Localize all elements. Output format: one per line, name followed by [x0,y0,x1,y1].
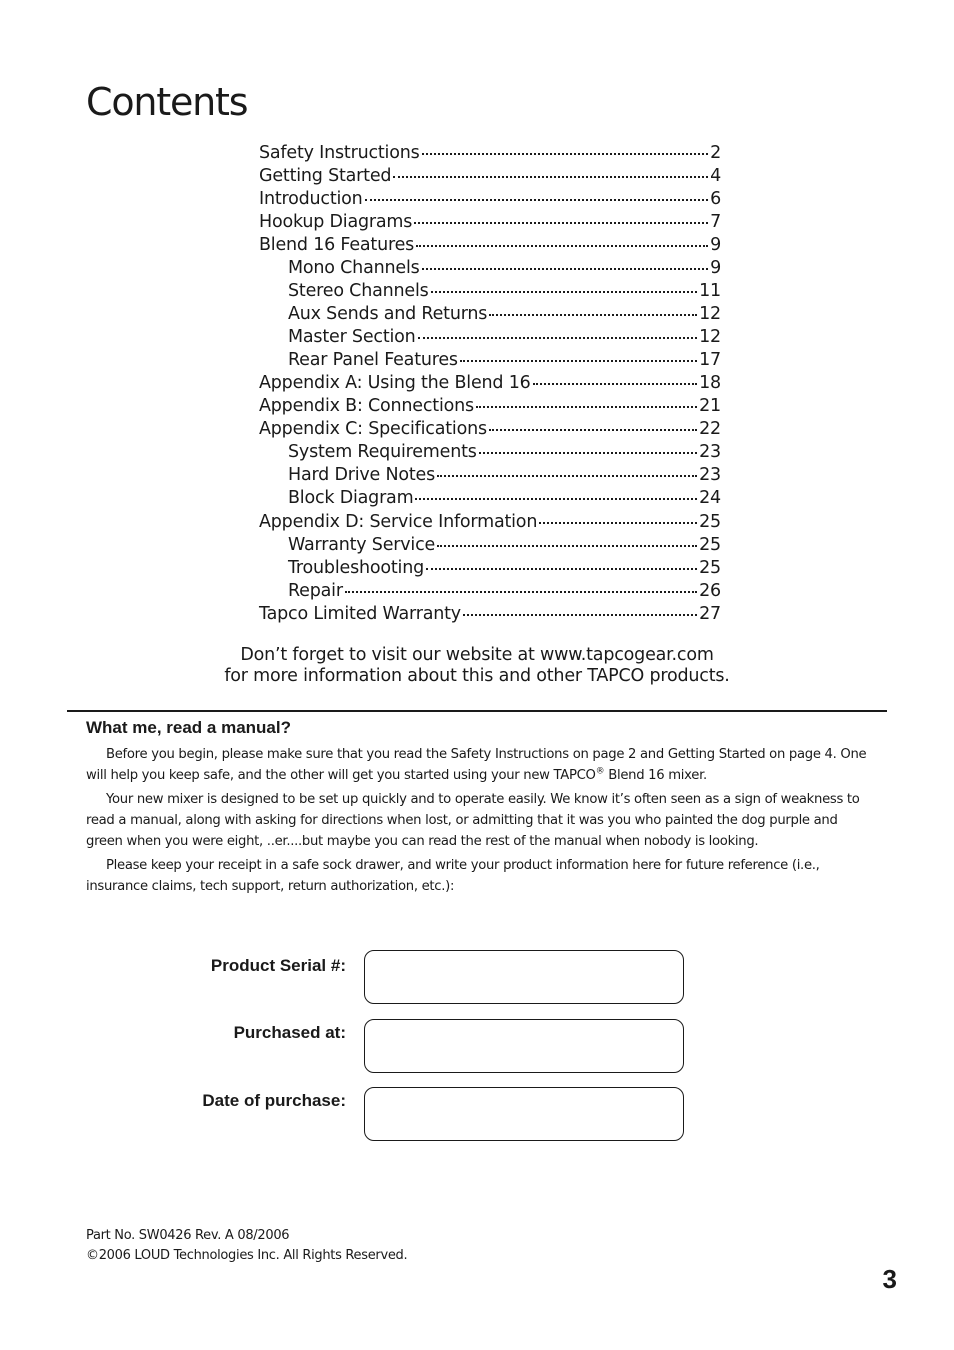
toc-entry-label: Rear Panel Features [288,350,458,371]
toc-entry-label: Block Diagram [288,488,414,509]
toc-entry-label: Blend 16 Features [259,234,415,255]
toc-entry-page: 17 [699,350,721,371]
toc-leader-dots [422,137,709,155]
toc-entry-label: Appendix D: Service Information [259,511,538,532]
toc-leader-dots [437,529,697,547]
intro-paragraph-1-tail: Blend 16 mixer. [604,768,707,783]
toc-leader-dots [463,598,697,616]
toc-entry-page: 25 [699,534,721,555]
toc-entry-label: System Requirements [288,442,477,463]
serial-label: Product Serial #: [210,956,346,975]
toc-entry-page: 24 [699,488,721,509]
toc-entry-label: Appendix B: Connections [259,396,474,417]
toc-entry[interactable] [259,601,721,624]
toc-leader-dots [437,460,697,478]
toc-entry-page: 25 [699,557,721,578]
toc-entry-page: 22 [699,419,721,440]
toc-leader-dots [476,391,697,409]
copyright: ©2006 LOUD Technologies Inc. All Rights Reserved. [86,1248,408,1263]
table-of-contents [259,140,721,624]
toc-entry-label: Repair [288,580,343,601]
toc-entry-page: 23 [699,442,721,463]
purchased-at-label: Purchased at: [233,1023,346,1042]
toc-entry-page: 4 [710,165,721,186]
date-of-purchase-label: Date of purchase: [202,1091,346,1110]
toc-leader-dots [415,483,697,501]
toc-leader-dots [365,183,708,201]
toc-leader-dots [533,367,698,385]
toc-leader-dots [489,414,697,432]
toc-leader-dots [422,252,709,270]
section-divider [67,710,887,712]
toc-leader-dots [416,229,708,247]
toc-leader-dots [489,298,697,316]
toc-entry-page: 23 [699,465,721,486]
page-title: Contents [86,80,248,124]
purchased-at-field[interactable] [364,1019,684,1073]
part-number: Part No. SW0426 Rev. A 08/2006 [86,1228,290,1243]
toc-entry-page: 7 [710,211,721,232]
toc-entry-label: Hard Drive Notes [288,465,436,486]
page-number: 3 [882,1264,897,1294]
toc-entry-label: Warranty Service [288,534,436,555]
toc-entry-page: 12 [699,327,721,348]
toc-leader-dots [431,275,698,293]
toc-leader-dots [393,160,708,178]
footer [86,1226,407,1266]
toc-entry-page: 9 [710,234,721,255]
section-heading: What me, read a manual? [86,718,291,737]
toc-leader-dots [479,437,697,455]
toc-entry-label: Appendix A: Using the Blend 16 [259,373,531,394]
toc-leader-dots [460,344,697,362]
toc-entry-page: 26 [699,580,721,601]
toc-entry-page: 21 [699,396,721,417]
toc-leader-dots [426,552,697,570]
date-of-purchase-field[interactable] [364,1087,684,1141]
toc-entry-page: 12 [699,304,721,325]
toc-leader-dots [345,575,697,593]
toc-entry-page: 25 [699,511,721,532]
toc-entry-label: Master Section [288,327,416,348]
intro-paragraph-1 [86,744,868,786]
toc-entry-page: 11 [699,281,721,302]
toc-entry-page: 18 [699,373,721,394]
toc-entry-label: Introduction [259,188,363,209]
registered-mark: ® [595,766,605,777]
toc-entry-label: Hookup Diagrams [259,211,413,232]
intro-paragraph-1-text: Before you begin, please make sure that you read the Safety Instructions on page 2 and Getting Started on page 4. One will help you keep safe, and the other will get you started using your new TAPCO [86,747,867,783]
toc-entry-label: Getting Started [259,165,392,186]
toc-entry-label: Appendix C: Specifications [259,419,487,440]
toc-entry-page: 9 [710,257,721,278]
toc-entry-page: 6 [710,188,721,209]
website-line-1: Don’t forget to visit our website at www.tapcogear.com [240,645,714,665]
toc-entry-page: 2 [710,142,721,163]
manual-intro-text [86,744,868,900]
website-note [0,645,954,687]
toc-leader-dots [418,321,698,339]
toc-entry-label: Stereo Channels [288,281,429,302]
toc-entry-label: Safety Instructions [259,142,420,163]
serial-field[interactable] [364,950,684,1004]
toc-entry-label: Troubleshooting [288,557,425,578]
toc-leader-dots [414,206,708,224]
intro-paragraph-3: Please keep your receipt in a safe sock drawer, and write your product information here for future reference (i.e., insurance claims, tech support, return authorization, etc.): [86,858,820,894]
toc-entry-page: 27 [699,603,721,624]
toc-leader-dots [539,506,697,524]
website-line-2: for more information about this and other TAPCO products. [224,666,730,686]
toc-entry-label: Tapco Limited Warranty [259,603,461,624]
toc-entry-label: Aux Sends and Returns [288,304,488,325]
toc-entry-label: Mono Channels [288,257,420,278]
intro-paragraph-2: Your new mixer is designed to be set up quickly and to operate easily. We know it’s often seen as a sign of weakness to read a manual, along with asking for directions when lost, or admitting that it was you who painted the dog purple and green when you were eight, ..er....but maybe you can read the rest of the manual when nobody is looking. [86,792,860,849]
